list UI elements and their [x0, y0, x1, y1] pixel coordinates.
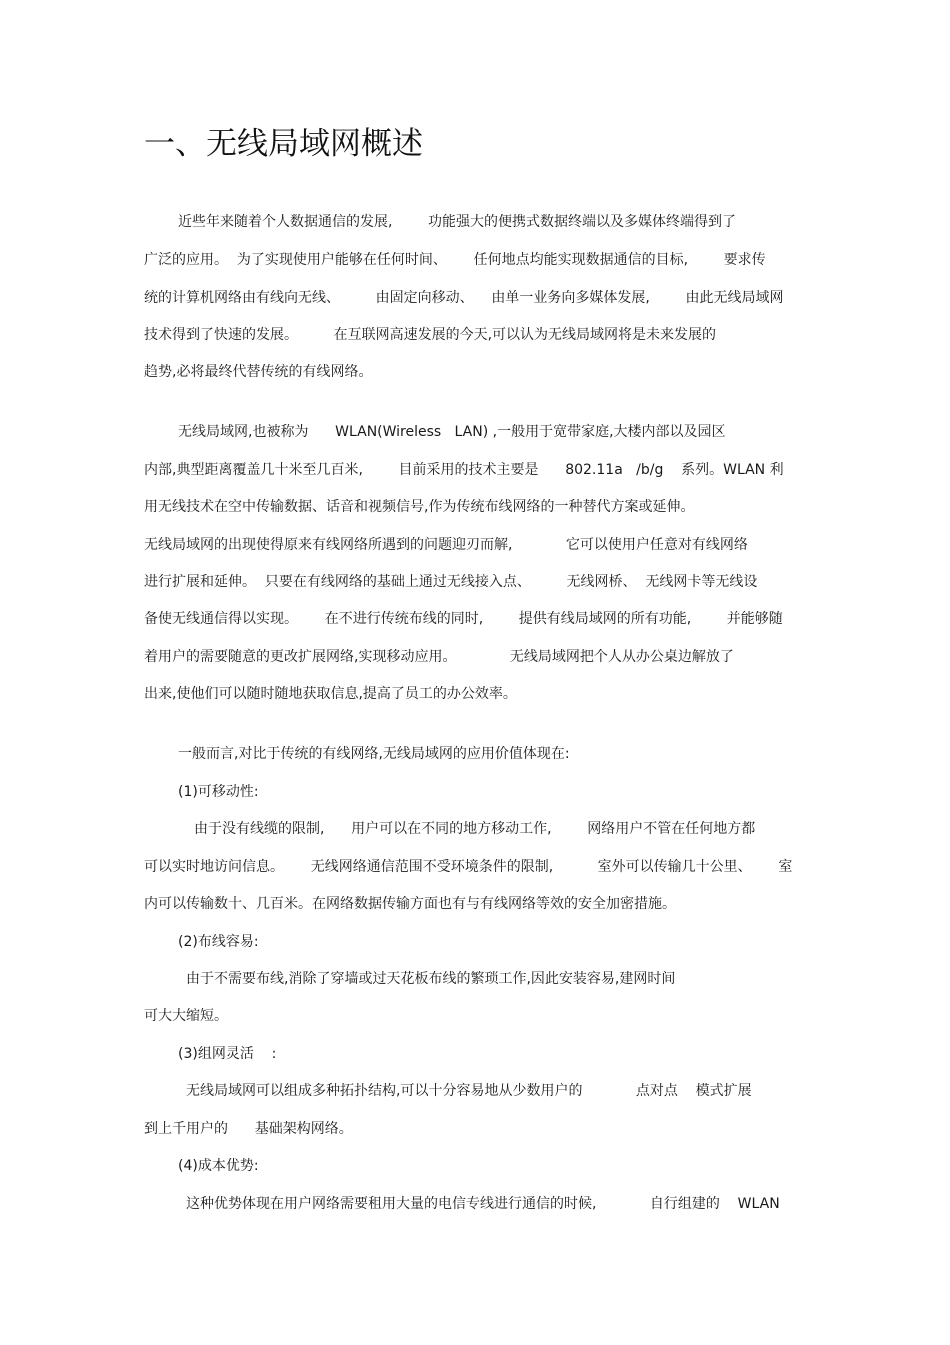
paragraph-line: 一般而言,对比于传统的有线网络,无线局域网的应用价值体现在:: [178, 746, 570, 762]
paragraph-line: 出来,使他们可以随时随地获取信息,提高了员工的办公效率。: [144, 686, 517, 702]
paragraph-line: 着用户的需要随意的更改扩展网络,实现移动应用。 无线局域网把个人从办公桌边解放了: [144, 649, 734, 665]
paragraph-line: 可大大缩短。: [144, 1008, 228, 1024]
subheading-flexibility: (3)组网灵活 :: [178, 1046, 277, 1062]
subheading-wiring: (2)布线容易:: [178, 934, 259, 950]
paragraph-line: 近些年来随着个人数据通信的发展, 功能强大的便携式数据终端以及多媒体终端得到了: [178, 214, 737, 230]
subheading-mobility: (1)可移动性:: [178, 784, 259, 800]
paragraph-line: 这种优势体现在用户网络需要租用大量的电信专线进行通信的时候, 自行组建的 WLAN: [186, 1196, 780, 1212]
paragraph-line: 广泛的应用。 为了实现使用户能够在任何时间、 任何地点均能实现数据通信的目标, 要求传: [144, 252, 766, 268]
paragraph-line: 内可以传输数十、几百米。在网络数据传输方面也有与有线网络等效的安全加密措施。: [144, 896, 676, 912]
subheading-cost: (4)成本优势:: [178, 1158, 259, 1174]
paragraph-line: 可以实时地访问信息。 无线网络通信范围不受环境条件的限制, 室外可以传输几十公里、 室: [144, 859, 793, 875]
paragraph-line: 无线局域网,也被称为 WLAN(Wireless LAN) ,一般用于宽带家庭,大楼内部以及园区: [178, 424, 726, 440]
paragraph-line: 统的计算机网络由有线向无线、 由固定向移动、 由单一业务向多媒体发展, 由此无线局域网: [144, 290, 784, 306]
paragraph-line: 备使无线通信得以实现。 在不进行传统布线的同时, 提供有线局域网的所有功能, 并能够随: [144, 611, 783, 627]
paragraph-line: 技术得到了快速的发展。 在互联网高速发展的今天,可以认为无线局域网将是未来发展的: [144, 327, 717, 343]
paragraph-line: 进行扩展和延伸。 只要在有线网络的基础上通过无线接入点、 无线网桥、 无线网卡等无线设: [144, 574, 758, 590]
paragraph-line: 到上千用户的 基础架构网络。: [144, 1121, 353, 1137]
paragraph-line: 由于没有线缆的限制, 用户可以在不同的地方移动工作, 网络用户不管在任何地方都: [194, 821, 756, 837]
paragraph-line: 内部,典型距离覆盖几十米至几百米, 目前采用的技术主要是 802.11a /b/g 系列。WLAN 利: [144, 462, 784, 478]
paragraph-line: 趋势,必将最终代替传统的有线网络。: [144, 364, 373, 380]
paragraph-line: 用无线技术在空中传输数据、话音和视频信号,作为传统布线网络的一种替代方案或延伸。: [144, 499, 695, 515]
paragraph-line: 由于不需要布线,消除了穿墙或过天花板布线的繁琐工作,因此安装容易,建网时间: [186, 971, 676, 987]
paragraph-line: 无线局域网的出现使得原来有线网络所遇到的问题迎刃而解, 它可以使用户任意对有线网络: [144, 537, 748, 553]
paragraph-line: 无线局域网可以组成多种拓扑结构,可以十分容易地从少数用户的 点对点 模式扩展: [186, 1083, 752, 1099]
page-title: 一、无线局域网概述: [144, 126, 423, 162]
